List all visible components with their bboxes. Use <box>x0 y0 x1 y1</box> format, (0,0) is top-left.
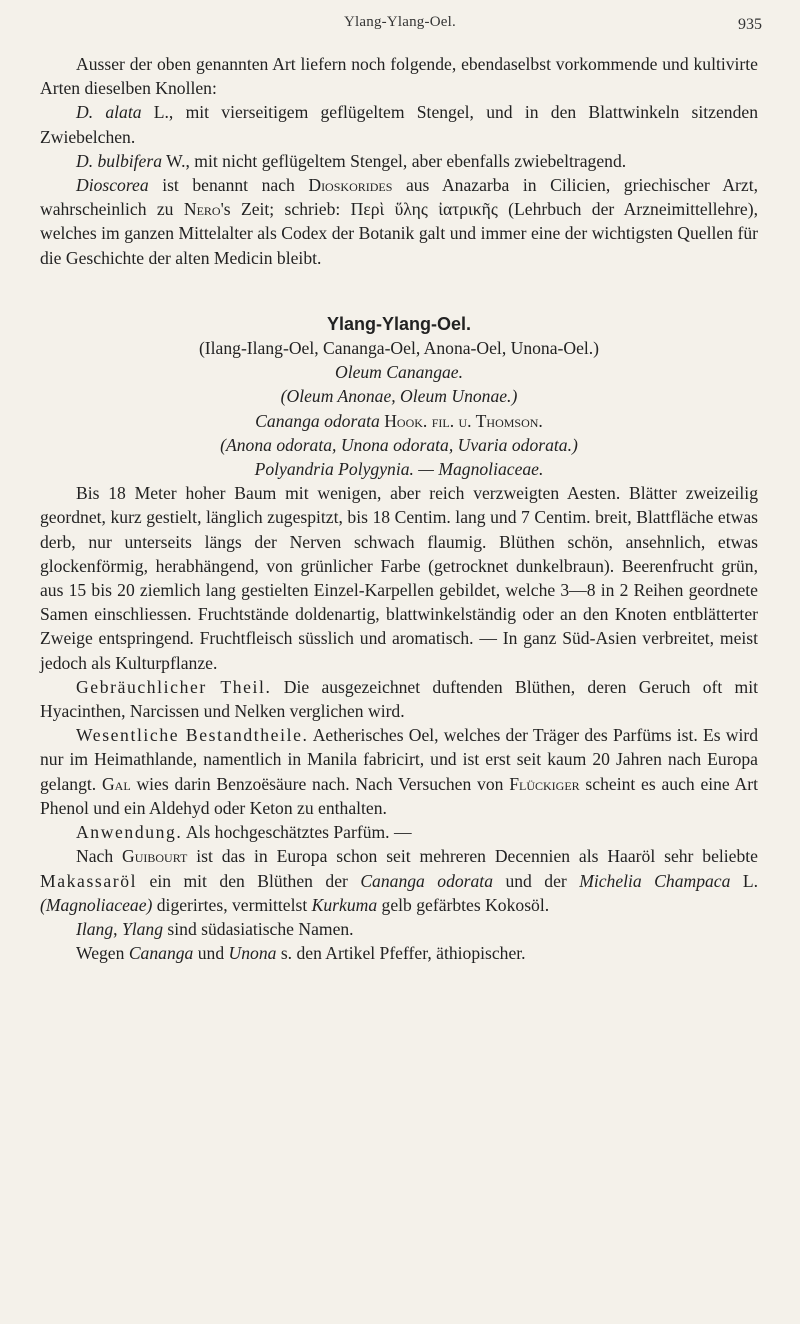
constituents-text: scheint es auch eine Art Phenol und ein Aldehyd oder Keton zu enthalten. <box>40 773 758 818</box>
intro-paragraph-3-text: W., mit nicht geflügeltem Stengel, aber ebenfalls zwiebeltragend. <box>162 150 627 171</box>
section-label: Wesentliche Bestandtheile. <box>76 725 309 746</box>
guibourt-text: Nach <box>76 846 122 867</box>
person-name: Nero <box>183 199 221 220</box>
section-label: Anwendung. <box>76 822 183 843</box>
intro-text: ist benannt nach <box>148 175 309 196</box>
description-paragraph: Bis 18 Meter hoher Baum mit wenigen, aber reich verzweigten Aesten. Blätter zweizeilig geordnet, kurz gestielt, länglich zugespitzt, bis 18 Centim. lang und 7 Centim. breit, Blattfläche etwas derb, nur unterseits längs der Nerven schwach flaumig. Blüthen schön, ansehnlich, etwas glockenförmig, herabhängend, von grünlicher Farbe (getrocknet dunkelbraun). Beerenfrucht grün, aus 15 bis 20 ziemlich lang gestielten Einzel-Karpellen gebildet, welche 3—8 in 2 Reihen geordnete Samen einschliessen. Fruchtstände doldenartig, blattwinkelständig oder an den Knoten entblätterter Zweige entspringend. Fruchtfleisch süsslich und aromatisch. — In ganz Süd-Asien verbreitet, meist jedoch als Kulturpflanze. <box>40 483 758 673</box>
person-name: Flückiger <box>509 773 580 794</box>
latin-name-text: Oleum Canangae. <box>334 362 464 383</box>
species-authority: Hook. fil. u. Thomson. <box>384 410 543 431</box>
species-name: D. alata <box>76 102 142 123</box>
intro-text: aus Anazarba in Cilicien, griechischer Arzt, wahrscheinlich zu <box>40 175 758 220</box>
reference-text: und <box>193 943 229 964</box>
article-title: Ylang-Ylang-Oel. <box>326 313 472 334</box>
used-part-paragraph <box>40 675 758 723</box>
species-synonyms-text: (Anona odorata, Unona odorata, Uvaria odorata.) <box>220 434 578 455</box>
body-text <box>40 52 758 965</box>
names-text: sind südasiatische Namen. <box>163 918 354 939</box>
genus-name: Unona <box>228 943 277 964</box>
species-name: D. bulbifera <box>76 150 163 171</box>
latin-synonyms <box>40 384 758 408</box>
species-name: Cananga odorata <box>360 870 493 891</box>
page-number: 935 <box>738 16 762 33</box>
latin-synonyms-text: (Oleum Anonae, Oleum Unonae.) <box>280 386 518 407</box>
family-name: (Magnoliaceae) <box>40 894 153 915</box>
running-head-title: Ylang-Ylang-Oel. <box>344 14 456 30</box>
genus-name: Cananga <box>128 943 194 964</box>
reference-text: s. den Artikel Pfeffer, äthiopischer. <box>276 943 526 964</box>
constituents-paragraph <box>40 723 758 820</box>
reference-paragraph <box>40 941 758 965</box>
person-name: Gal <box>101 773 131 794</box>
constituents-text: wies darin Benzoësäure nach. Nach Versuchen von <box>130 773 510 794</box>
guibourt-text: gelb gefärbtes Kokosöl. <box>377 894 550 915</box>
article-synonyms: (Ilang-Ilang-Oel, Cananga-Oel, Anona-Oel, Unona-Oel.) <box>198 338 600 359</box>
use-paragraph <box>40 820 758 844</box>
classification-text: Polyandria Polygynia. — Magnoliaceae. <box>254 459 544 480</box>
section-label: Gebräuchlicher Theil. <box>76 676 272 697</box>
person-name: Guibourt <box>122 846 188 867</box>
guibourt-text: digerirtes, vermittelst <box>152 894 312 915</box>
guibourt-text: ein mit den Blüthen der <box>137 870 361 891</box>
species-line <box>40 409 758 433</box>
running-head <box>0 14 800 38</box>
constituents-text: Aetherisches Oel, welches der Träger des Parfüms ist. Es wird nur im Heimathlande, namentlich in Manila fabricirt, und ist erst seit kaum 20 Jahren nach Europa gelangt. <box>40 725 758 794</box>
species-name: Cananga odorata <box>255 410 380 431</box>
names-separator: , <box>113 918 122 939</box>
names-paragraph <box>40 917 758 941</box>
intro-paragraph-4 <box>40 173 758 270</box>
guibourt-text: ist das in Europa schon seit mehreren Decennien als Haaröl sehr beliebte <box>187 846 758 867</box>
species-synonyms <box>40 433 758 457</box>
reference-text: Wegen <box>76 943 129 964</box>
plant-name: Ylang <box>121 918 164 939</box>
product-name: Makassaröl <box>40 870 138 891</box>
latin-name <box>40 360 758 384</box>
intro-paragraph-2 <box>40 100 758 148</box>
guibourt-text: und der <box>493 870 580 891</box>
intro-paragraph-2-text: L., mit vierseitigem geflügeltem Stengel, und in den Blattwinkeln sitzenden Zwiebelchen. <box>40 102 758 147</box>
use-text: Als hochgeschätztes Parfüm. — <box>182 822 412 843</box>
person-name: Dioskorides <box>308 175 393 196</box>
guibourt-text: L. <box>730 870 758 891</box>
intro-paragraph-1: Ausser der oben genannten Art liefern noch folgende, ebendaselbst vorkommende und kultivirte Arten dieselben Knollen: <box>40 54 758 99</box>
species-name: Michelia Champaca <box>579 870 731 891</box>
classification <box>40 457 758 481</box>
plant-name: Ilang <box>76 918 114 939</box>
guibourt-paragraph <box>40 844 758 917</box>
intro-text: 's Zeit; schrieb: Περὶ ὕλης ἰατρικῆς (Lehrbuch der Arzneimittellehre), welches im ganzen Mittelalter als Codex der Botanik galt und immer eine der wichtigsten Quellen für die Geschichte der alten Medicin bleibt. <box>40 199 758 268</box>
plant-name: Kurkuma <box>311 894 378 915</box>
used-part-text: Die ausgezeichnet duftenden Blüthen, deren Geruch oft mit Hyacinthen, Narcissen und Nelken verglichen wird. <box>40 676 758 722</box>
intro-paragraph-3 <box>40 149 758 173</box>
genus-name: Dioscorea <box>76 175 149 196</box>
